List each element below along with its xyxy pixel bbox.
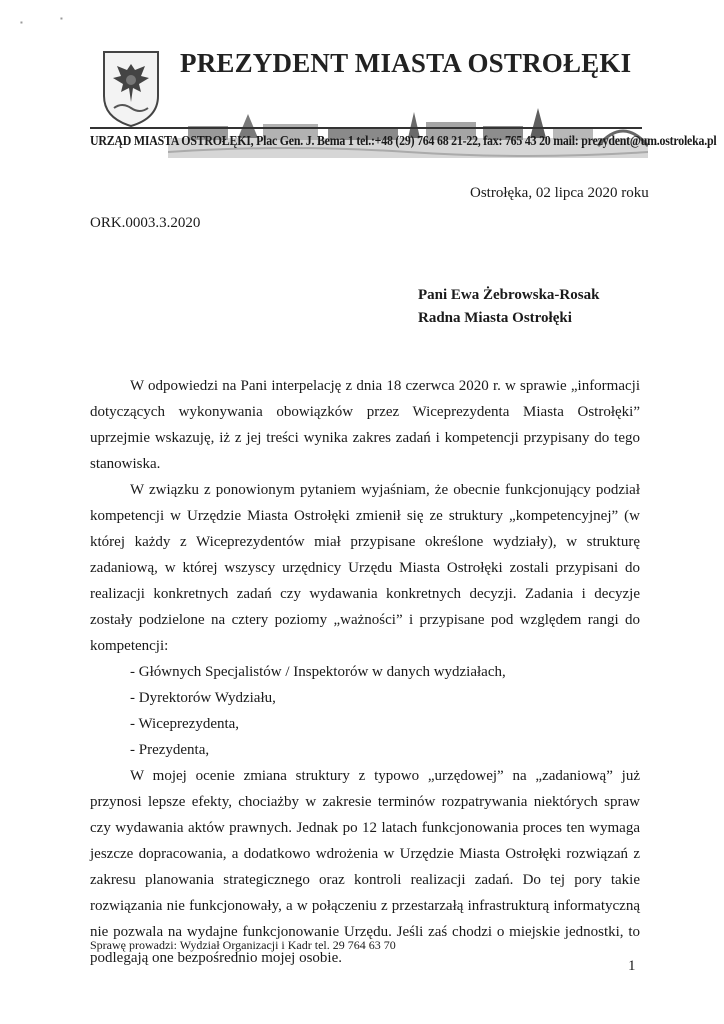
letter-date: Ostrołęka, 02 lipca 2020 roku [470, 185, 649, 201]
list-item: - Dyrektorów Wydziału, [130, 690, 276, 706]
letterhead-address: URZĄD MIASTA OSTROŁĘKI, Plac Gen. J. Bema 1 tel.:+48 (29) 764 68 21-22, fax: 765 43 20 mail: prezydent@um.ostroleka.pl [90, 133, 717, 148]
footer-contact: Sprawę prowadzi: Wydział Organizacji i Kadr tel. 29 764 63 70 [90, 938, 396, 952]
letter-body [90, 373, 640, 971]
competence-list [90, 659, 640, 763]
list-item: - Prezydenta, [130, 742, 210, 758]
letterhead-title: PREZYDENT MIASTA OSTROŁĘKI [180, 48, 632, 78]
recipient-title: Radna Miasta Ostrołęki [418, 310, 572, 326]
scan-mark: ▪ [60, 14, 63, 23]
body-paragraph: W związku z ponowionym pytaniem wyjaśniam, że obecnie funkcjonujący podział kompetencji w Urzędzie Miasta Ostrołęki zmienił się ze struktury „kompetencyjnej” (w której każdy z Wiceprezydentów miał przypisane określone wydziały), w strukturę zadaniową, w której wszyscy urzędnicy Urzędu Miasta Ostrołęki zostali przypisani do realizacji konkretnych zadań czy wydawania konkretnych decyzji. Zadania i decyzje zostały podzielone na cztery poziomy „ważności” i przypisane pod względem rangi do kompetencji: [90, 482, 640, 654]
page-number: 1 [628, 958, 636, 974]
reference-number: ORK.0003.3.2020 [90, 215, 201, 231]
list-item: - Wiceprezydenta, [130, 716, 240, 732]
recipient-name: Pani Ewa Żebrowska-Rosak [418, 287, 600, 303]
city-coat-of-arms-icon [100, 48, 162, 128]
body-paragraph: W odpowiedzi na Pani interpelację z dnia 18 czerwca 2020 r. w sprawie „informacji dotyczących wykonywania obowiązków przez Wiceprezydenta Miasta Ostrołęki” uprzejmie wskazuję, iż z jej treści wynika zakres zadań i kompetencji przypisany do tego stanowiska. [90, 378, 640, 472]
letterhead-divider [90, 127, 642, 129]
body-paragraph: W mojej ocenie zmiana struktury z typowo „urzędowej” na „zadaniową” już przynosi lepsze efekty, chociażby w zakresie terminów rozpatrywania niektórych spraw czy wydawania aktów prawnych. Jednak po 12 latach funkcjonowania proces ten wymaga jeszcze dopracowania, a dodatkowo wdrożenia w Urzędzie Miasta Ostrołęki rozwiązań z zakresu planowania strategicznego oraz kontroli realizacji zadań. Do tej pory takie rozwiązania nie funkcjonowały, a w połączeniu z przestarzałą infrastrukturą informatyczną nie pozwala na wydajne funkcjonowanie Urzędu. Jeśli zaś chodzi o miejskie jednostki, to podlegają one bezpośrednio mojej osobie. [90, 768, 640, 966]
list-item: - Głównych Specjalistów / Inspektorów w danych wydziałach, [130, 664, 506, 680]
scan-mark: ▪ [20, 18, 23, 27]
